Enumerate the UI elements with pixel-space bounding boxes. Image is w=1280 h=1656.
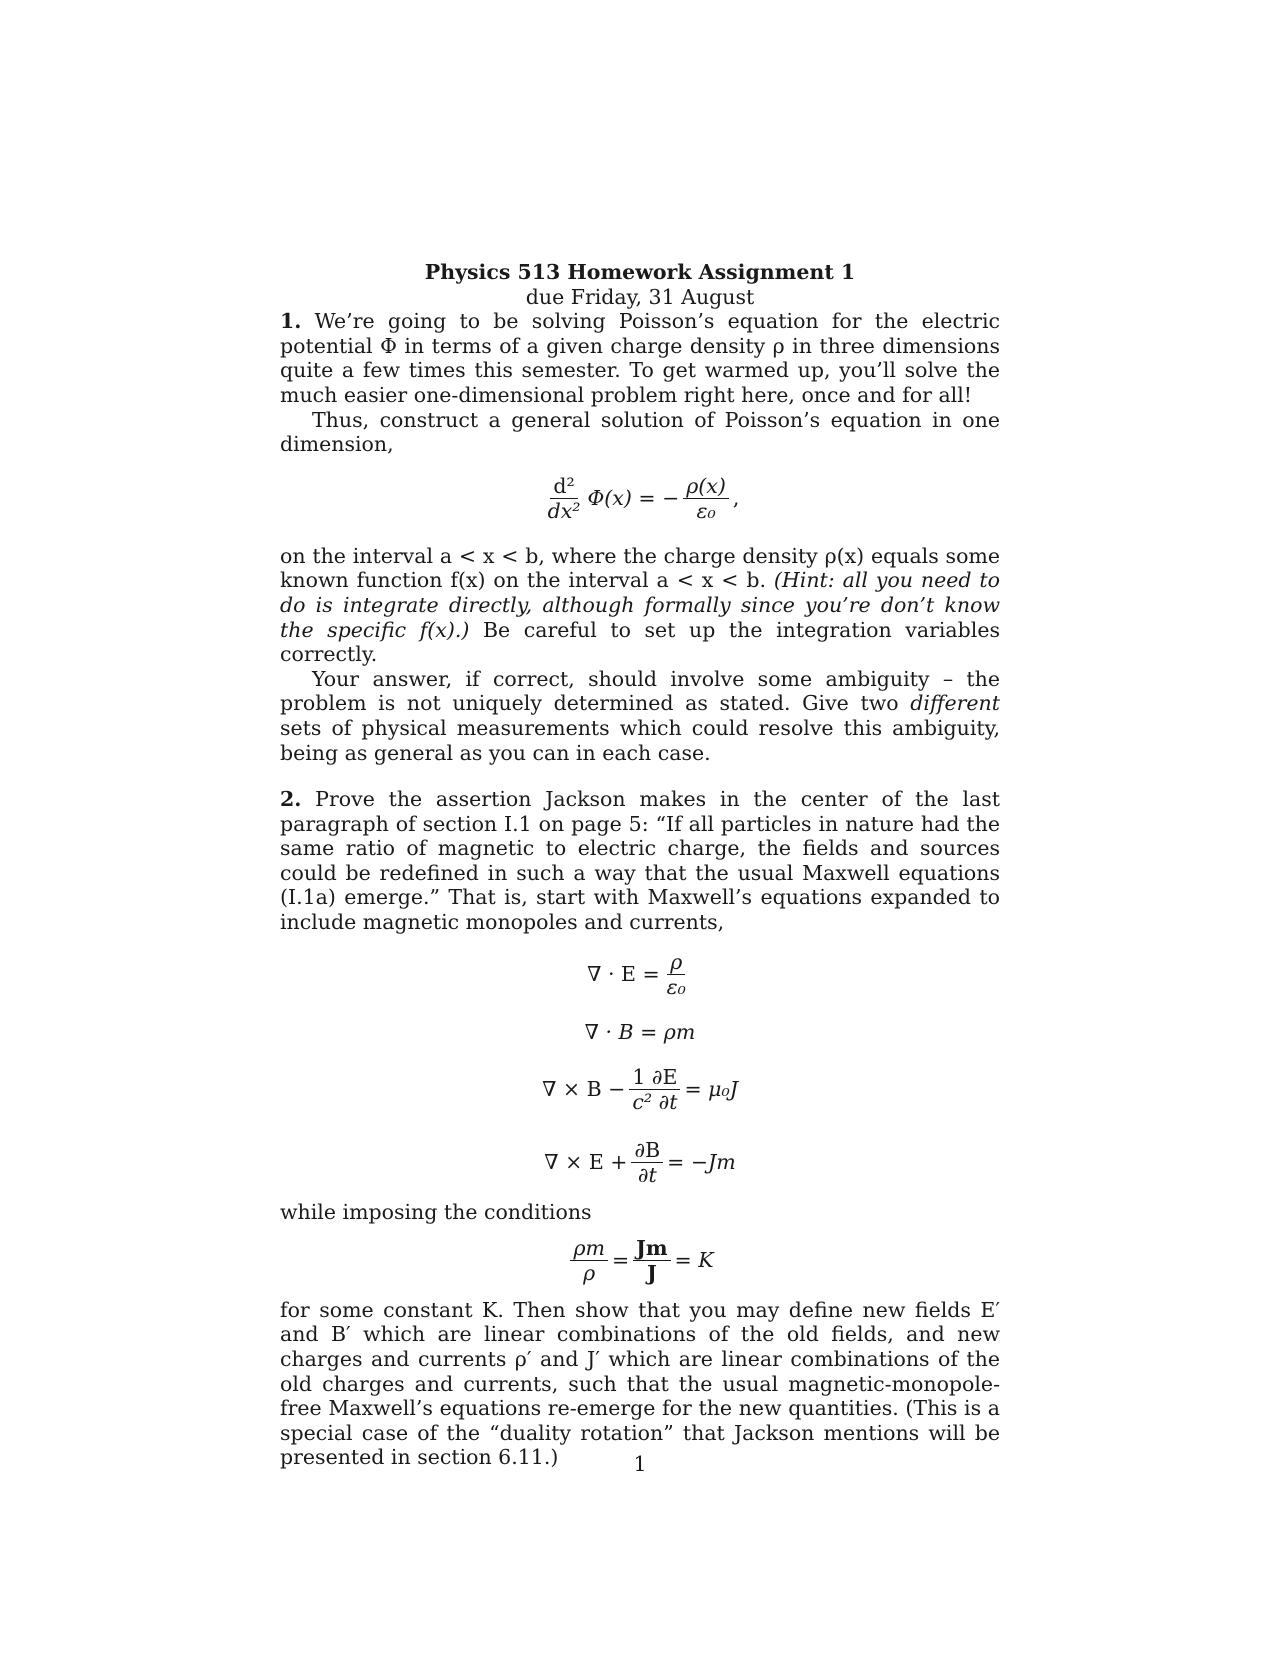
fraction-numerator: d²: [550, 475, 577, 499]
gauss-law-equation: [280, 951, 1000, 998]
eq3-lhs: ∇ × B −: [542, 1077, 626, 1102]
cond-rhs: = K: [674, 1248, 714, 1273]
cond-fraction-rho: [570, 1237, 608, 1284]
problem1-para2: Thus, construct a general solution of Poisson’s equation in one dimension,: [280, 407, 1000, 457]
conditions-equation: [280, 1237, 1000, 1284]
fraction-denominator: ε₀: [696, 498, 716, 523]
eq1-lhs: ∇ · E =: [587, 961, 660, 986]
fraction-denominator: ε₀: [666, 974, 686, 999]
fraction-numerator: ρ: [667, 951, 685, 975]
fraction-denominator: ∂t: [637, 1163, 657, 1188]
problem1-text3b: Be careful to set up the integration variables correctly.: [280, 617, 1000, 667]
rho-eps-fraction: [683, 475, 729, 522]
problem1-text4a: Your answer, if correct, should involve some ambiguity – the problem is not uniquely determined as stated. Give two: [280, 666, 1000, 716]
problem1-text3a: on the interval a < x < b, where the charge density ρ(x) equals some known function f(x) on the interval a < x < b.: [280, 543, 1000, 593]
document-page: [280, 260, 1000, 1470]
fraction-denominator: c² ∂t: [632, 1090, 678, 1115]
due-date: due Friday, 31 August: [525, 284, 755, 309]
fraction-numerator: ρm: [570, 1237, 608, 1261]
d2-dx2-fraction: [545, 475, 584, 522]
problem1-text1: We’re going to be solving Poisson’s equation for the electric potential Φ in terms of a given charge density ρ in three dimensions quite a few times this semester. To get warmed up, you’ll solve the much easier one-dimensional problem right here, once and for all!: [280, 309, 1000, 407]
fraction-numerator: ρ(x): [683, 475, 729, 499]
eq3-rhs: = μ₀J: [684, 1077, 738, 1102]
eq4-lhs: ∇ × E +: [544, 1150, 628, 1175]
fraction-denominator: J: [646, 1260, 657, 1285]
ampere-equation: [280, 1066, 1000, 1113]
eq4-rhs: = −Jm: [667, 1150, 736, 1175]
eq2-text: ∇ · B = ρm: [584, 1019, 696, 1044]
problem2-para2: for some constant K. Then show that you may define new fields E′ and B′ which are linear combinations of the old fields, and new charges and currents ρ′ and J′ which are linear combinations of the old charges and currents, such that the usual magnetic-monopole-free Maxwell’s equations re-emerge for the new quantities. (This is a special case of the “duality rotation” that Jackson mentions will be presented in section 6.11.): [280, 1297, 1000, 1470]
problem2-para1: [280, 787, 1000, 935]
problem1-number: 1.: [280, 309, 302, 334]
poisson-equation: [280, 475, 1000, 522]
eq3-fraction: [629, 1066, 680, 1113]
fraction-numerator: 1 ∂E: [629, 1066, 680, 1090]
problem1-para1: [280, 309, 1000, 407]
equation-middle: Φ(x) = −: [587, 485, 680, 510]
problem1-text4b: sets of physical measurements which could resolve this ambiguity, being as general as you can in each case.: [280, 715, 1000, 765]
conditions-label: while imposing the conditions: [280, 1200, 592, 1225]
section-gap: [280, 765, 1000, 787]
problem2-number: 2.: [280, 787, 302, 812]
eq4-fraction: [631, 1139, 663, 1186]
document-title: Physics 513 Homework Assignment 1: [424, 260, 856, 284]
problem2-text1: Prove the assertion Jackson makes in the center of the last paragraph of section I.1 on page 5: “If all particles in nature had the same ratio of magnetic to electric charge, the fields and sources could be redefined in such a way that the usual Maxwell equations (I.1a) emerge.” That is, start with Maxwell’s equations expanded to include magnetic monopoles and currents,: [280, 787, 1000, 935]
equation-tail: ,: [732, 485, 740, 510]
problem1-emphasis: different: [910, 691, 1000, 716]
problem1-para4: [280, 667, 1000, 765]
cond-equals: =: [611, 1248, 630, 1273]
faraday-equation: [280, 1139, 1000, 1186]
fraction-numerator: ∂B: [631, 1139, 663, 1163]
fraction-numerator: Jm: [633, 1237, 670, 1261]
problem1-para3: [280, 544, 1000, 667]
cond-fraction-j: [633, 1237, 670, 1284]
page-number: 1: [633, 1452, 647, 1476]
eq1-fraction: [664, 951, 689, 998]
magnetic-gauss-equation: [280, 1020, 1000, 1045]
fraction-denominator: ρ: [583, 1260, 596, 1285]
fraction-denominator: dx²: [547, 498, 581, 523]
problem1-hint: (Hint: all you need to do is integrate directly, although formally since you’re don’t know the specific f(x).): [280, 568, 1000, 642]
